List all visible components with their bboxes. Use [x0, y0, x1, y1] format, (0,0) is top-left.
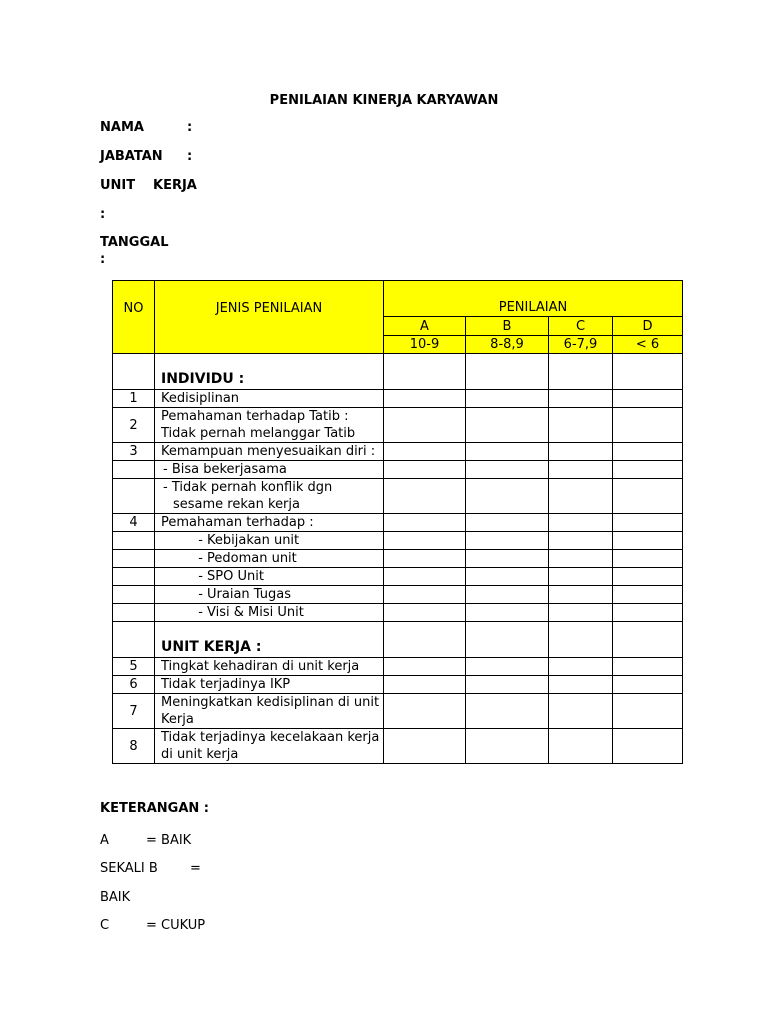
field-kerja-label: KERJA	[153, 178, 197, 193]
row-criteria	[155, 694, 384, 729]
row-criteria-line: di unit kerja	[161, 747, 239, 762]
row-criteria-line: Pemahaman terhadap Tatib :	[161, 409, 349, 424]
section-row-individu	[113, 354, 683, 390]
range-d: < 6	[613, 336, 683, 354]
section-row-unit-kerja	[113, 622, 683, 658]
row-criteria: Tingkat kehadiran di unit kerja	[155, 658, 384, 676]
section-label-individu: INDIVIDU :	[155, 354, 384, 390]
field-jabatan-label: JABATAN	[100, 149, 163, 164]
row-number: 2	[113, 408, 155, 443]
table-row	[113, 443, 683, 461]
row-criteria: Kebijakan unit	[207, 533, 300, 548]
row-criteria-line: - Tidak pernah konflik dgn	[163, 480, 333, 495]
keterangan-a-letter: A	[100, 833, 109, 848]
evaluation-table	[112, 280, 683, 764]
keterangan-c-letter: C	[100, 918, 110, 933]
list-dash: -	[198, 551, 203, 566]
row-number: 4	[113, 514, 155, 532]
row-criteria: Tidak terjadinya IKP	[155, 676, 384, 694]
document-title: PENILAIAN KINERJA KARYAWAN	[269, 93, 499, 108]
table-row	[113, 408, 683, 443]
grade-b: B	[466, 317, 549, 336]
table-row	[113, 586, 683, 604]
keterangan-b-equals: =	[190, 861, 201, 876]
table-row	[113, 568, 683, 586]
keterangan-baik: BAIK	[100, 890, 131, 905]
row-criteria-line: Tidak terjadinya kecelakaan kerja	[161, 730, 380, 745]
field-unit-label: UNIT	[100, 178, 136, 193]
keterangan-title: KETERANGAN :	[100, 801, 209, 816]
table-row	[113, 514, 683, 532]
row-number: 7	[113, 694, 155, 729]
list-dash: -	[198, 569, 203, 584]
list-dash: -	[198, 587, 203, 602]
keterangan-c-value: = CUKUP	[146, 918, 206, 933]
list-dash: -	[198, 533, 203, 548]
field-tanggal-label: TANGGAL	[100, 235, 169, 250]
keterangan-a-value: = BAIK	[146, 833, 192, 848]
row-criteria: Kemampuan menyesuaikan diri :	[155, 443, 384, 461]
row-criteria	[155, 729, 384, 764]
row-criteria: Kedisiplinan	[155, 390, 384, 408]
row-criteria	[155, 408, 384, 443]
table-row	[113, 461, 683, 479]
section-label-unit-kerja: UNIT KERJA :	[155, 622, 384, 658]
header-row	[113, 281, 683, 317]
header-no: NO	[113, 281, 155, 354]
range-c: 6-7,9	[549, 336, 613, 354]
row-number: 3	[113, 443, 155, 461]
row-number: 6	[113, 676, 155, 694]
header-penilaian: PENILAIAN	[384, 281, 683, 317]
table-row	[113, 479, 683, 514]
row-criteria: Visi & Misi Unit	[207, 605, 304, 620]
table-row	[113, 390, 683, 408]
grade-c: C	[549, 317, 613, 336]
table-row	[113, 676, 683, 694]
row-criteria-line: Tidak pernah melanggar Tatib	[161, 426, 356, 441]
table-row	[113, 658, 683, 676]
grade-a: A	[384, 317, 466, 336]
table-row	[113, 550, 683, 568]
range-b: 8-8,9	[466, 336, 549, 354]
table-row	[113, 604, 683, 622]
row-criteria: Uraian Tugas	[207, 587, 291, 602]
row-criteria: SPO Unit	[207, 569, 264, 584]
table-row	[113, 729, 683, 764]
row-criteria: - Bisa bekerjasama	[163, 462, 287, 477]
row-number: 1	[113, 390, 155, 408]
field-jabatan-colon: :	[187, 149, 193, 164]
row-criteria	[155, 479, 384, 514]
table-row	[113, 532, 683, 550]
list-dash: -	[198, 605, 203, 620]
keterangan-sekali-b: SEKALI B	[100, 861, 158, 876]
field-tanggal-colon: :	[100, 252, 106, 267]
row-number: 8	[113, 729, 155, 764]
row-criteria-line: sesame rekan kerja	[173, 497, 300, 512]
row-criteria-line: Meningkatkan kedisiplinan di unit	[161, 695, 380, 710]
table-row	[113, 694, 683, 729]
range-a: 10-9	[384, 336, 466, 354]
field-unit-kerja-colon: :	[100, 207, 106, 222]
row-criteria: Pedoman unit	[207, 551, 297, 566]
field-nama-colon: :	[187, 120, 193, 135]
grade-d: D	[613, 317, 683, 336]
field-nama-label: NAMA	[100, 120, 144, 135]
row-criteria: Pemahaman terhadap :	[155, 514, 384, 532]
row-number: 5	[113, 658, 155, 676]
row-criteria-line: Kerja	[161, 712, 194, 727]
header-jenis-penilaian: JENIS PENILAIAN	[155, 281, 384, 354]
